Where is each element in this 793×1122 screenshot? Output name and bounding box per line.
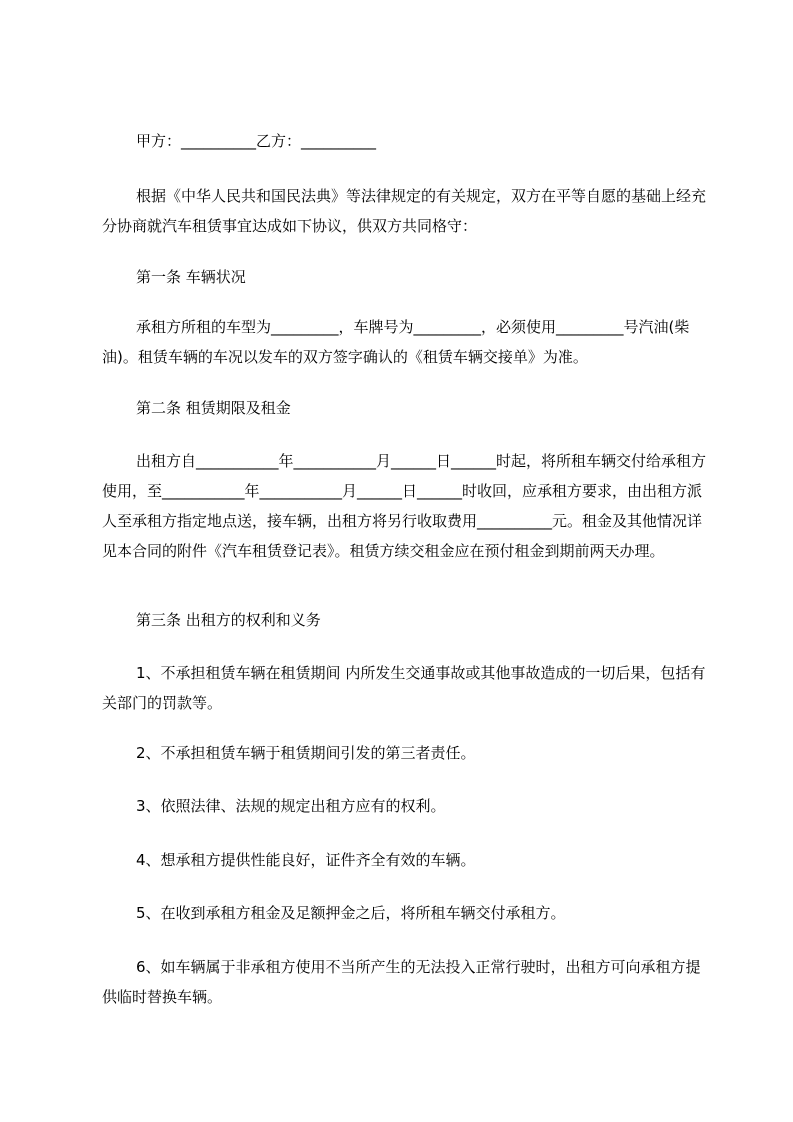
article-1-body: 承租方所租的车型为_________，车牌号为_________，必须使用_________号汽油(柴油)。租赁车辆的车况以发车的双方签字确认的《租赁车辆交接单》为准。 — [102, 318, 690, 366]
article-3-item-3: 3、依照法律、法规的规定出租方应有的权利。 — [136, 797, 446, 815]
article-3-title: 第三条 出租方的权利和义务 — [136, 611, 321, 629]
article-3-item-2: 2、不承担租赁车辆于租赁期间引发的第三者责任。 — [136, 744, 476, 762]
article-2-body: 出租方自___________年___________月______日______时起，将所租车辆交付给承租方使用，至___________年___________月______日______时收回，应承租方要求，由出租方派人至承租方指定地点送，接车辆，出租方将另行收取费用__________元。租金及其他情况详见本合同的附件《汽车租赁登记表》。租赁方续交租金应在预付租金到期前两天办理。 — [102, 452, 707, 560]
article-3-item-1: 1、不承担租赁车辆在租赁期间 内所发生交通事故或其他事故造成的一切后果，包括有关部门的罚款等。 — [102, 664, 706, 712]
article-3-item-6: 6、如车辆属于非承租方使用不当所产生的无法投入正常行驶时，出租方可向承租方提供临时替换车辆。 — [102, 958, 701, 1006]
article-3-item-5: 5、在收到承租方租金及足额押金之后，将所租车辆交付承租方。 — [136, 904, 566, 922]
article-3-item-4: 4、想承租方提供性能良好，证件齐全有效的车辆。 — [136, 851, 476, 869]
article-2-title: 第二条 租赁期限及租金 — [136, 399, 291, 417]
parties-line: 甲方：__________乙方：__________ — [136, 132, 377, 150]
intro-paragraph: 根据《中华人民共和国民法典》等法律规定的有关规定，双方在平等自愿的基础上经充分协商就汽车租赁事宜达成如下协议，供双方共同格守： — [102, 187, 707, 235]
article-1-title: 第一条 车辆状况 — [136, 268, 246, 286]
